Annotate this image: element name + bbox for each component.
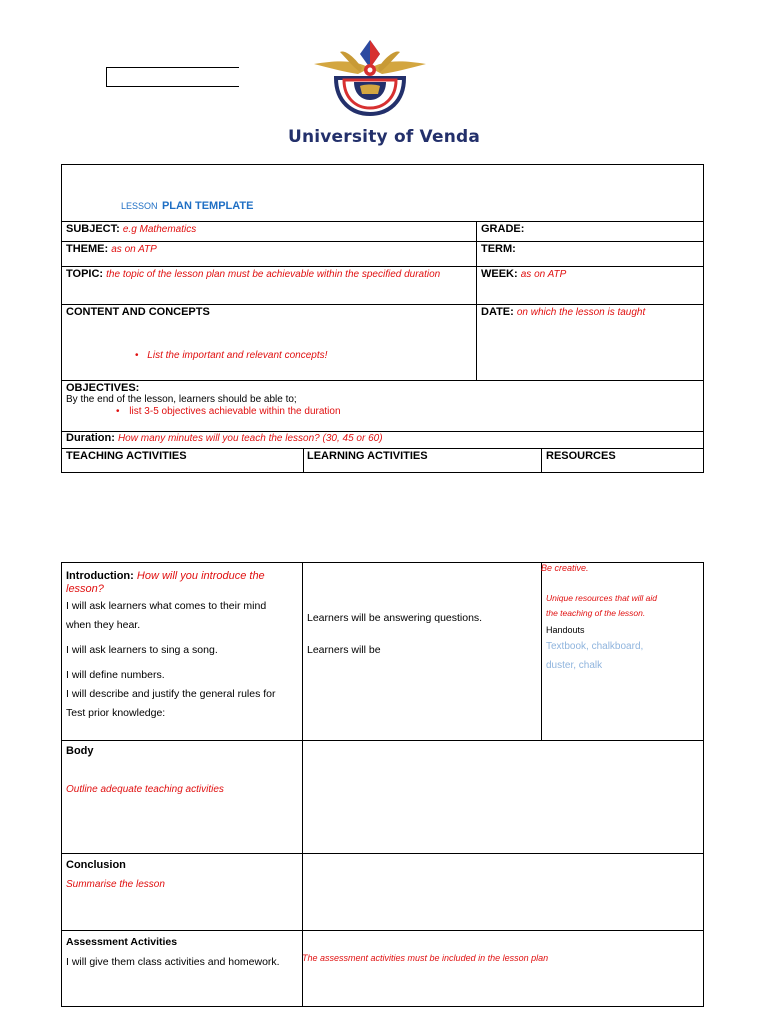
row-divider: [61, 241, 704, 242]
week-hint: as on ATP: [520, 269, 567, 280]
assessment-text: I will give them class activities and homework.: [66, 956, 280, 968]
row-divider: [61, 221, 704, 222]
bullet-icon: •: [116, 406, 120, 417]
col-resources: RESOURCES: [546, 450, 616, 462]
subject-hint: e.g Mathematics: [122, 224, 197, 235]
objectives-text: By the end of the lesson, learners should be able to;: [66, 394, 297, 405]
conclusion-label[interactable]: Conclusion: [66, 859, 126, 871]
duration-cell[interactable]: [66, 432, 383, 445]
content-bullet: List the important and relevant concepts!: [147, 350, 328, 361]
resources-list-2: duster, chalk: [546, 660, 603, 671]
content-bullet-item: [135, 350, 327, 362]
topic-label: TOPIC:: [66, 268, 104, 280]
row-divider: [61, 304, 704, 305]
col-divider: [541, 448, 542, 473]
be-creative: Be creative.: [541, 563, 589, 573]
conclusion-hint: Summarise the lesson: [66, 879, 165, 890]
resources-list-1: Textbook, chalkboard,: [546, 641, 644, 652]
topic-cell[interactable]: [66, 268, 440, 281]
title-lesson: LESSON: [121, 201, 158, 211]
objectives-bullet-item: [116, 406, 341, 418]
col-divider: [303, 448, 304, 473]
intro-line: I will describe and justify the general rules for: [66, 688, 276, 700]
col-divider: [541, 562, 542, 740]
intro-line: when they hear.: [66, 619, 141, 631]
introduction-hint-2: lesson?: [66, 583, 104, 595]
body-hint: Outline adequate teaching activities: [66, 784, 224, 795]
row-divider: [61, 448, 704, 449]
bullet-icon: •: [135, 350, 139, 361]
row-divider: [61, 740, 704, 741]
week-label: WEEK:: [481, 268, 518, 280]
introduction-hint-1: How will you introduce the: [136, 570, 265, 582]
objectives-label[interactable]: OBJECTIVES:: [66, 382, 140, 394]
col-teaching-activities: TEACHING ACTIVITIES: [66, 450, 187, 462]
duration-hint: How many minutes will you teach the lesson? (30, 45 or 60): [117, 433, 383, 444]
theme-label: THEME:: [66, 243, 109, 255]
col-divider: [302, 562, 303, 1007]
subject-label: SUBJECT:: [66, 223, 120, 235]
university-logo: [300, 38, 440, 120]
intro-line: I will ask learners what comes to their mind: [66, 600, 267, 612]
content-label[interactable]: CONTENT AND CONCEPTS: [66, 306, 210, 318]
assessment-label[interactable]: Assessment Activities: [66, 936, 178, 948]
intro-line: I will ask learners to sing a song.: [66, 644, 218, 656]
objectives-bullet: list 3-5 objectives achievable within the duration: [129, 406, 341, 417]
duration-label: Duration:: [66, 432, 115, 444]
introduction-label: Introduction:: [66, 570, 134, 582]
university-name: University of Venda: [287, 127, 481, 147]
col-learning-activities: LEARNING ACTIVITIES: [307, 450, 428, 462]
template-title: [121, 196, 253, 214]
introduction-cell[interactable]: [66, 570, 296, 596]
date-label: DATE:: [481, 306, 514, 318]
unique-resources-1: Unique resources that will aid: [546, 593, 658, 603]
body-label[interactable]: Body: [66, 745, 94, 757]
row-divider: [61, 853, 704, 854]
term-label[interactable]: TERM:: [481, 243, 516, 255]
header-text-box[interactable]: [106, 67, 239, 87]
grade-label[interactable]: GRADE:: [481, 223, 525, 235]
subject-cell[interactable]: [66, 223, 196, 236]
date-hint: on which the lesson is taught: [516, 307, 646, 318]
date-cell[interactable]: [481, 306, 645, 319]
assessment-hint: The assessment activities must be included in the lesson plan: [302, 953, 549, 963]
learning-line: Learners will be: [307, 644, 381, 656]
week-cell[interactable]: [481, 268, 566, 281]
unique-resources-2: the teaching of the lesson.: [546, 608, 646, 618]
row-divider: [61, 380, 704, 381]
learning-line: Learners will be answering questions.: [307, 612, 483, 624]
theme-cell[interactable]: [66, 243, 157, 256]
crest-icon: [300, 38, 440, 120]
row-divider: [61, 930, 704, 931]
row-divider: [61, 266, 704, 267]
col-divider: [476, 221, 477, 380]
handouts: Handouts: [546, 625, 585, 635]
theme-hint: as on ATP: [111, 244, 157, 255]
intro-line: I will define numbers.: [66, 669, 165, 681]
topic-hint: the topic of the lesson plan must be achievable within the specified duration: [106, 269, 441, 280]
intro-line: Test prior knowledge:: [66, 707, 166, 719]
title-plan-template: PLAN TEMPLATE: [161, 200, 254, 212]
